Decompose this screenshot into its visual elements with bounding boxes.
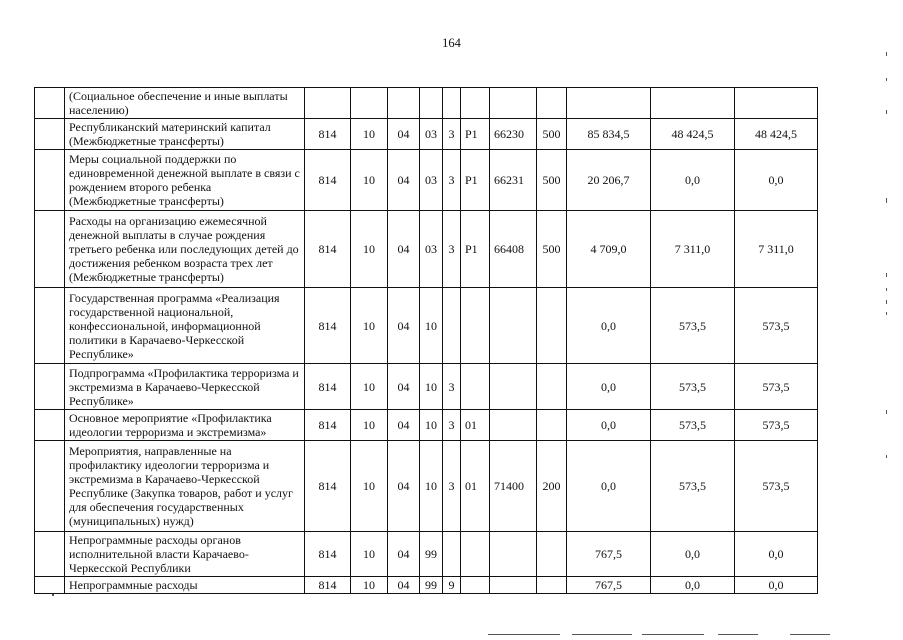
amount-v1: 4 709,0 bbox=[567, 211, 651, 288]
amount-v3: 573,5 bbox=[735, 441, 818, 532]
code-code8 bbox=[537, 288, 567, 364]
row-name: Меры социальной поддержки по единовременной денежной выплате в связи с рождением второго ребенка (Межбюджетные трансферты) bbox=[65, 150, 305, 211]
scan-mark bbox=[886, 455, 887, 458]
table-row bbox=[35, 577, 818, 594]
amount-v1: 0,0 bbox=[567, 410, 651, 441]
amount-v1: 0,0 bbox=[567, 441, 651, 532]
code-code6: P1 bbox=[461, 150, 490, 211]
code-code2: 10 bbox=[351, 441, 388, 532]
code-code7: 71400 bbox=[490, 441, 537, 532]
code-code4: 03 bbox=[420, 119, 443, 150]
amount-v3: 573,5 bbox=[735, 288, 818, 364]
code-code7 bbox=[490, 88, 537, 119]
code-code3 bbox=[388, 88, 420, 119]
amount-v1: 20 206,7 bbox=[567, 150, 651, 211]
amount-v2: 573,5 bbox=[651, 441, 735, 532]
table-row bbox=[35, 532, 818, 577]
scan-mark bbox=[52, 594, 54, 596]
code-code3: 04 bbox=[388, 577, 420, 594]
amount-v3 bbox=[735, 88, 818, 119]
amount-v2: 0,0 bbox=[651, 577, 735, 594]
row-margin-cell bbox=[35, 211, 65, 288]
code-code1: 814 bbox=[305, 119, 351, 150]
code-code7: 66230 bbox=[490, 119, 537, 150]
code-code5: 3 bbox=[443, 441, 461, 532]
code-code3: 04 bbox=[388, 211, 420, 288]
code-code2: 10 bbox=[351, 364, 388, 410]
row-name: Республиканский материнский капитал (Межбюджетные трансферты) bbox=[65, 119, 305, 150]
table-body bbox=[35, 88, 818, 594]
code-code1: 814 bbox=[305, 364, 351, 410]
code-code8 bbox=[537, 532, 567, 577]
table-row bbox=[35, 441, 818, 532]
code-code4: 03 bbox=[420, 211, 443, 288]
code-code5: 3 bbox=[443, 211, 461, 288]
code-code1: 814 bbox=[305, 150, 351, 211]
amount-v3: 7 311,0 bbox=[735, 211, 818, 288]
code-code2: 10 bbox=[351, 577, 388, 594]
amount-v3: 573,5 bbox=[735, 410, 818, 441]
row-margin-cell bbox=[35, 532, 65, 577]
scan-mark bbox=[886, 110, 887, 114]
page-number: 164 bbox=[442, 36, 461, 50]
row-name: Расходы на организацию ежемесячной денежной выплаты в случае рождения третьего ребенка или последующих детей до достижения ребенком возраста трех лет (Межбюджетные трансферты) bbox=[65, 211, 305, 288]
row-name: Непрограммные расходы органов исполнительной власти Карачаево-Черкесской Республики bbox=[65, 532, 305, 577]
row-name: Непрограммные расходы bbox=[65, 577, 305, 594]
row-margin-cell bbox=[35, 288, 65, 364]
code-code7 bbox=[490, 288, 537, 364]
code-code4: 99 bbox=[420, 532, 443, 577]
code-code6: 01 bbox=[461, 441, 490, 532]
row-margin-cell bbox=[35, 150, 65, 211]
row-margin-cell bbox=[35, 441, 65, 532]
table-row bbox=[35, 410, 818, 441]
code-code6: P1 bbox=[461, 119, 490, 150]
code-code2: 10 bbox=[351, 532, 388, 577]
scan-mark bbox=[886, 198, 887, 203]
code-code2: 10 bbox=[351, 211, 388, 288]
code-code1: 814 bbox=[305, 211, 351, 288]
code-code8 bbox=[537, 410, 567, 441]
code-code8: 500 bbox=[537, 150, 567, 211]
amount-v2: 7 311,0 bbox=[651, 211, 735, 288]
amount-v3: 0,0 bbox=[735, 532, 818, 577]
amount-v3: 573,5 bbox=[735, 364, 818, 410]
code-code3: 04 bbox=[388, 532, 420, 577]
scan-mark bbox=[488, 634, 560, 635]
code-code8 bbox=[537, 364, 567, 410]
code-code8: 500 bbox=[537, 119, 567, 150]
code-code5: 3 bbox=[443, 119, 461, 150]
code-code8 bbox=[537, 88, 567, 119]
code-code4: 10 bbox=[420, 364, 443, 410]
code-code5 bbox=[443, 532, 461, 577]
row-name: Подпрограмма «Профилактика терроризма и экстремизма в Карачаево-Черкесской Республике» bbox=[65, 364, 305, 410]
table-row bbox=[35, 288, 818, 364]
code-code6: 01 bbox=[461, 410, 490, 441]
amount-v2 bbox=[651, 88, 735, 119]
code-code4: 03 bbox=[420, 150, 443, 211]
code-code4: 10 bbox=[420, 441, 443, 532]
amount-v1: 85 834,5 bbox=[567, 119, 651, 150]
amount-v2: 0,0 bbox=[651, 150, 735, 211]
row-margin-cell bbox=[35, 364, 65, 410]
amount-v2: 48 424,5 bbox=[651, 119, 735, 150]
code-code1: 814 bbox=[305, 441, 351, 532]
code-code5: 3 bbox=[443, 410, 461, 441]
amount-v2: 573,5 bbox=[651, 410, 735, 441]
code-code5 bbox=[443, 88, 461, 119]
code-code4: 10 bbox=[420, 288, 443, 364]
scan-mark bbox=[886, 288, 887, 291]
code-code3: 04 bbox=[388, 150, 420, 211]
code-code8: 500 bbox=[537, 211, 567, 288]
code-code7 bbox=[490, 364, 537, 410]
code-code6 bbox=[461, 364, 490, 410]
row-margin-cell bbox=[35, 410, 65, 441]
amount-v1: 767,5 bbox=[567, 577, 651, 594]
code-code7: 66408 bbox=[490, 211, 537, 288]
code-code7 bbox=[490, 577, 537, 594]
row-name: Государственная программа «Реализация государственной национальной, конфессиональной, информационной политики в Карачаево-Черкесской Республике» bbox=[65, 288, 305, 364]
code-code6 bbox=[461, 532, 490, 577]
table-row bbox=[35, 150, 818, 211]
code-code2: 10 bbox=[351, 410, 388, 441]
code-code3: 04 bbox=[388, 364, 420, 410]
code-code1: 814 bbox=[305, 288, 351, 364]
row-margin-cell bbox=[35, 88, 65, 119]
scan-mark bbox=[886, 78, 887, 81]
scan-mark bbox=[718, 634, 758, 635]
scan-mark bbox=[886, 410, 887, 414]
code-code6 bbox=[461, 577, 490, 594]
code-code5 bbox=[443, 288, 461, 364]
code-code4: 10 bbox=[420, 410, 443, 441]
code-code2 bbox=[351, 88, 388, 119]
amount-v3: 48 424,5 bbox=[735, 119, 818, 150]
amount-v2: 573,5 bbox=[651, 288, 735, 364]
scan-mark bbox=[642, 634, 704, 635]
code-code8: 200 bbox=[537, 441, 567, 532]
code-code1: 814 bbox=[305, 410, 351, 441]
code-code3: 04 bbox=[388, 410, 420, 441]
code-code1: 814 bbox=[305, 532, 351, 577]
code-code2: 10 bbox=[351, 119, 388, 150]
scan-mark bbox=[886, 300, 887, 304]
table-row bbox=[35, 364, 818, 410]
code-code5: 3 bbox=[443, 364, 461, 410]
row-name: (Социальное обеспечение и иные выплаты населению) bbox=[65, 88, 305, 119]
code-code2: 10 bbox=[351, 150, 388, 211]
row-margin-cell bbox=[35, 577, 65, 594]
code-code3: 04 bbox=[388, 288, 420, 364]
code-code5: 9 bbox=[443, 577, 461, 594]
row-margin-cell bbox=[35, 119, 65, 150]
code-code4: 99 bbox=[420, 577, 443, 594]
row-name: Мероприятия, направленные на профилактику идеологии терроризма и экстремизма в Карачаево-Черкесской Республике (Закупка товаров, работ и услуг для обеспечения государственных (муниципальных) нужд) bbox=[65, 441, 305, 532]
code-code6 bbox=[461, 88, 490, 119]
code-code2: 10 bbox=[351, 288, 388, 364]
amount-v3: 0,0 bbox=[735, 577, 818, 594]
scan-mark bbox=[886, 273, 887, 277]
scan-mark bbox=[790, 634, 830, 635]
amount-v1: 0,0 bbox=[567, 288, 651, 364]
row-name: Основное мероприятие «Профилактика идеологии терроризма и экстремизма» bbox=[65, 410, 305, 441]
table-row bbox=[35, 88, 818, 119]
amount-v1: 767,5 bbox=[567, 532, 651, 577]
table-row bbox=[35, 119, 818, 150]
code-code1: 814 bbox=[305, 577, 351, 594]
amount-v3: 0,0 bbox=[735, 150, 818, 211]
amount-v2: 0,0 bbox=[651, 532, 735, 577]
amount-v2: 573,5 bbox=[651, 364, 735, 410]
code-code6 bbox=[461, 288, 490, 364]
code-code1 bbox=[305, 88, 351, 119]
scan-mark bbox=[886, 312, 887, 315]
code-code6: P1 bbox=[461, 211, 490, 288]
scan-mark bbox=[572, 634, 632, 635]
code-code5: 3 bbox=[443, 150, 461, 211]
code-code8 bbox=[537, 577, 567, 594]
code-code7 bbox=[490, 532, 537, 577]
code-code3: 04 bbox=[388, 441, 420, 532]
amount-v1 bbox=[567, 88, 651, 119]
code-code4 bbox=[420, 88, 443, 119]
code-code7: 66231 bbox=[490, 150, 537, 211]
table-row bbox=[35, 211, 818, 288]
scan-mark bbox=[886, 52, 887, 56]
code-code7 bbox=[490, 410, 537, 441]
amount-v1: 0,0 bbox=[567, 364, 651, 410]
code-code3: 04 bbox=[388, 119, 420, 150]
budget-table bbox=[34, 87, 818, 594]
